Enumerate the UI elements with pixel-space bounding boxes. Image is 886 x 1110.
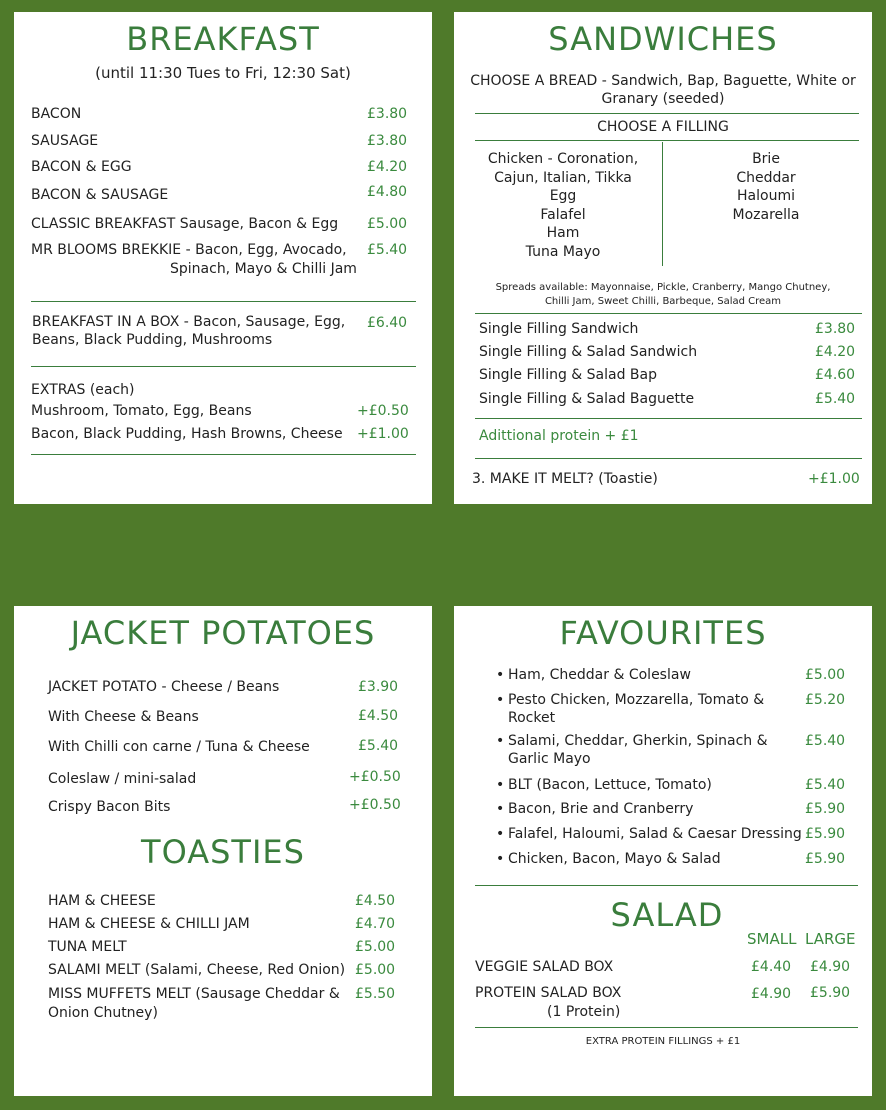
menu-item-name: Single Filling & Salad Bap — [479, 367, 658, 383]
menu-item-name-cont: Onion Chutney) — [48, 1005, 158, 1021]
menu-item-name: JACKET POTATO - Cheese / Beans — [48, 679, 280, 695]
menu-item-name-cont: Garlic Mayo — [508, 751, 591, 767]
menu-item-name: BACON & EGG — [31, 159, 132, 175]
filling-item: Haloumi — [737, 188, 795, 205]
menu-item-name: • Salami, Cheddar, Gherkin, Spinach & — [508, 733, 768, 749]
divider — [475, 313, 862, 314]
spreads-line: Spreads available: Mayonnaise, Pickle, Cranberry, Mango Chutney, — [495, 282, 831, 293]
menu-item-price: +£0.50 — [349, 769, 401, 785]
divider — [31, 301, 416, 302]
divider — [475, 113, 859, 114]
breakfast-subtitle: (until 11:30 Tues to Fri, 12:30 Sat) — [95, 64, 351, 82]
spreads-line-cont: Chilli Jam, Sweet Chilli, Barbeque, Salad Cream — [544, 296, 782, 307]
sandwiches-title: SANDWICHES — [548, 20, 778, 58]
menu-item-name: • Pesto Chicken, Mozzarella, Tomato & — [508, 692, 764, 708]
menu-item-name: Bacon, Black Pudding, Hash Browns, Cheese — [31, 426, 343, 442]
salad-large-price: £5.90 — [810, 985, 851, 1001]
menu-item-name: With Chilli con carne / Tuna & Cheese — [48, 739, 310, 755]
menu-item-name: CLASSIC BREAKFAST Sausage, Bacon & Egg — [31, 216, 339, 232]
menu-item-name: • Ham, Cheddar & Coleslaw — [508, 667, 691, 683]
favourites-title: FAVOURITES — [559, 614, 767, 652]
menu-item-price: £4.70 — [355, 916, 396, 932]
filling-item: Cheddar — [736, 169, 796, 186]
extra-protein-note: EXTRA PROTEIN FILLINGS + £1 — [585, 1036, 741, 1047]
menu-item-price: £3.80 — [815, 321, 856, 337]
melt-option: 3. MAKE IT MELT? (Toastie) — [472, 471, 658, 487]
salad-title: SALAD — [610, 896, 724, 934]
menu-item-price: +£0.50 — [349, 797, 401, 813]
menu-item-price: £4.50 — [355, 893, 396, 909]
menu-item-price: £4.50 — [358, 708, 399, 724]
menu-item-name: Single Filling Sandwich — [479, 321, 639, 337]
divider — [31, 366, 416, 367]
sandwiches-panel — [454, 12, 872, 504]
filling-title: CHOOSE A FILLING — [597, 119, 729, 135]
divider — [475, 1027, 858, 1028]
filling-item: Egg — [549, 188, 577, 205]
menu-item-name: Coleslaw / mini-salad — [48, 771, 197, 787]
menu-item-name-cont: Rocket — [508, 710, 556, 726]
menu-item-name: PROTEIN SALAD BOX — [475, 985, 622, 1001]
filling-item: Brie — [752, 151, 780, 167]
melt-price: +£1.00 — [808, 471, 860, 487]
bread-line: CHOOSE A BREAD - Sandwich, Bap, Baguette, White or — [470, 73, 856, 89]
menu-item-name-cont: Spinach, Mayo & Chilli Jam — [170, 261, 357, 277]
menu-item-price: £5.40 — [815, 391, 856, 407]
menu-item-name-cont: (1 Protein) — [547, 1004, 621, 1020]
menu-item-price: £5.40 — [367, 242, 408, 258]
menu-item-price: £5.00 — [805, 667, 846, 683]
menu-item-price: £4.20 — [815, 344, 856, 360]
menu-item-name: SALAMI MELT (Salami, Cheese, Red Onion) — [48, 962, 346, 978]
menu-item-name: HAM & CHEESE — [48, 893, 156, 909]
divider — [475, 885, 858, 886]
protein-note: Adittional protein + £1 — [479, 428, 639, 444]
menu-item-name-cont: Beans, Black Pudding, Mushrooms — [32, 332, 273, 348]
menu-item-name: • Falafel, Haloumi, Salad & Caesar Dressing — [508, 826, 802, 842]
divider — [475, 418, 862, 419]
menu-item-name: TUNA MELT — [48, 939, 127, 955]
fillings-right — [676, 150, 856, 224]
filling-item: Falafel — [540, 206, 586, 223]
menu-item-price: £5.90 — [805, 801, 846, 817]
menu-item-price: +£0.50 — [357, 403, 409, 419]
menu-item-price: £5.00 — [355, 962, 396, 978]
filling-item: Cajun, Italian, Tikka — [494, 169, 632, 186]
menu-item-name: • BLT (Bacon, Lettuce, Tomato) — [508, 777, 712, 793]
filling-item: Chicken - Coronation, — [487, 151, 639, 167]
breakfast-title: BREAKFAST — [126, 20, 320, 58]
menu-item-price: £5.40 — [805, 733, 846, 749]
salad-col-small: SMALL — [747, 930, 797, 948]
favourites-salad-panel — [454, 606, 872, 1096]
menu-item-name: VEGGIE SALAD BOX — [475, 959, 614, 975]
menu-item-name: Crispy Bacon Bits — [48, 799, 171, 815]
jacket-title: JACKET POTATOES — [70, 614, 376, 652]
menu-item-price: £5.00 — [355, 939, 396, 955]
menu-item-name: HAM & CHEESE & CHILLI JAM — [48, 916, 250, 932]
menu-item-name: SAUSAGE — [31, 133, 99, 149]
filling-item: Mozarella — [732, 206, 800, 223]
menu-item-price: +£1.00 — [357, 426, 409, 442]
divider — [475, 140, 859, 141]
toasties-title: TOASTIES — [141, 833, 305, 871]
filling-item: Tuna Mayo — [525, 243, 601, 260]
menu-item-price: £4.60 — [815, 367, 856, 383]
menu-item-name: Single Filling & Salad Sandwich — [479, 344, 698, 360]
menu-item-price: £5.20 — [805, 692, 846, 708]
fillings-left — [468, 150, 658, 262]
bread-line-cont: Granary (seeded) — [601, 91, 725, 107]
divider — [31, 454, 416, 455]
jacket-toasties-panel — [14, 606, 432, 1096]
menu-item-price: £5.40 — [358, 738, 399, 754]
menu-item-price: £5.00 — [367, 216, 408, 232]
menu-item-price: £3.90 — [358, 679, 399, 695]
menu-item-price: £4.80 — [367, 184, 408, 200]
menu-item-price: £5.40 — [805, 777, 846, 793]
salad-large-price: £4.90 — [810, 959, 851, 975]
salad-small-price: £4.90 — [751, 986, 792, 1002]
menu-item-name: With Cheese & Beans — [48, 709, 199, 725]
salad-col-large: LARGE — [805, 930, 856, 948]
menu-item-name: Single Filling & Salad Baguette — [479, 391, 695, 407]
menu-item-price: £6.40 — [367, 315, 408, 331]
filling-item: Ham — [546, 225, 580, 242]
menu-item-price: £5.90 — [805, 851, 846, 867]
extras-title: EXTRAS (each) — [31, 382, 135, 398]
menu-item-price: £3.80 — [367, 133, 408, 149]
menu-item-name: BACON — [31, 106, 82, 122]
fillings-divider — [662, 142, 663, 266]
menu-item-name: MR BLOOMS BREKKIE - Bacon, Egg, Avocado, — [31, 242, 347, 258]
menu-item-name: • Chicken, Bacon, Mayo & Salad — [508, 851, 721, 867]
divider — [475, 458, 862, 459]
salad-small-price: £4.40 — [751, 959, 792, 975]
menu-item-name: MISS MUFFETS MELT (Sausage Cheddar & — [48, 986, 340, 1002]
menu-item-price: £5.90 — [805, 826, 846, 842]
menu-item-price: £3.80 — [367, 106, 408, 122]
menu-item-name: BREAKFAST IN A BOX - Bacon, Sausage, Egg, — [32, 314, 346, 330]
menu-item-name: • Bacon, Brie and Cranberry — [508, 801, 693, 817]
menu-item-price: £5.50 — [355, 986, 396, 1002]
menu-item-name: BACON & SAUSAGE — [31, 187, 169, 203]
breakfast-panel — [14, 12, 432, 504]
menu-item-price: £4.20 — [367, 159, 408, 175]
menu-item-name: Mushroom, Tomato, Egg, Beans — [31, 403, 252, 419]
